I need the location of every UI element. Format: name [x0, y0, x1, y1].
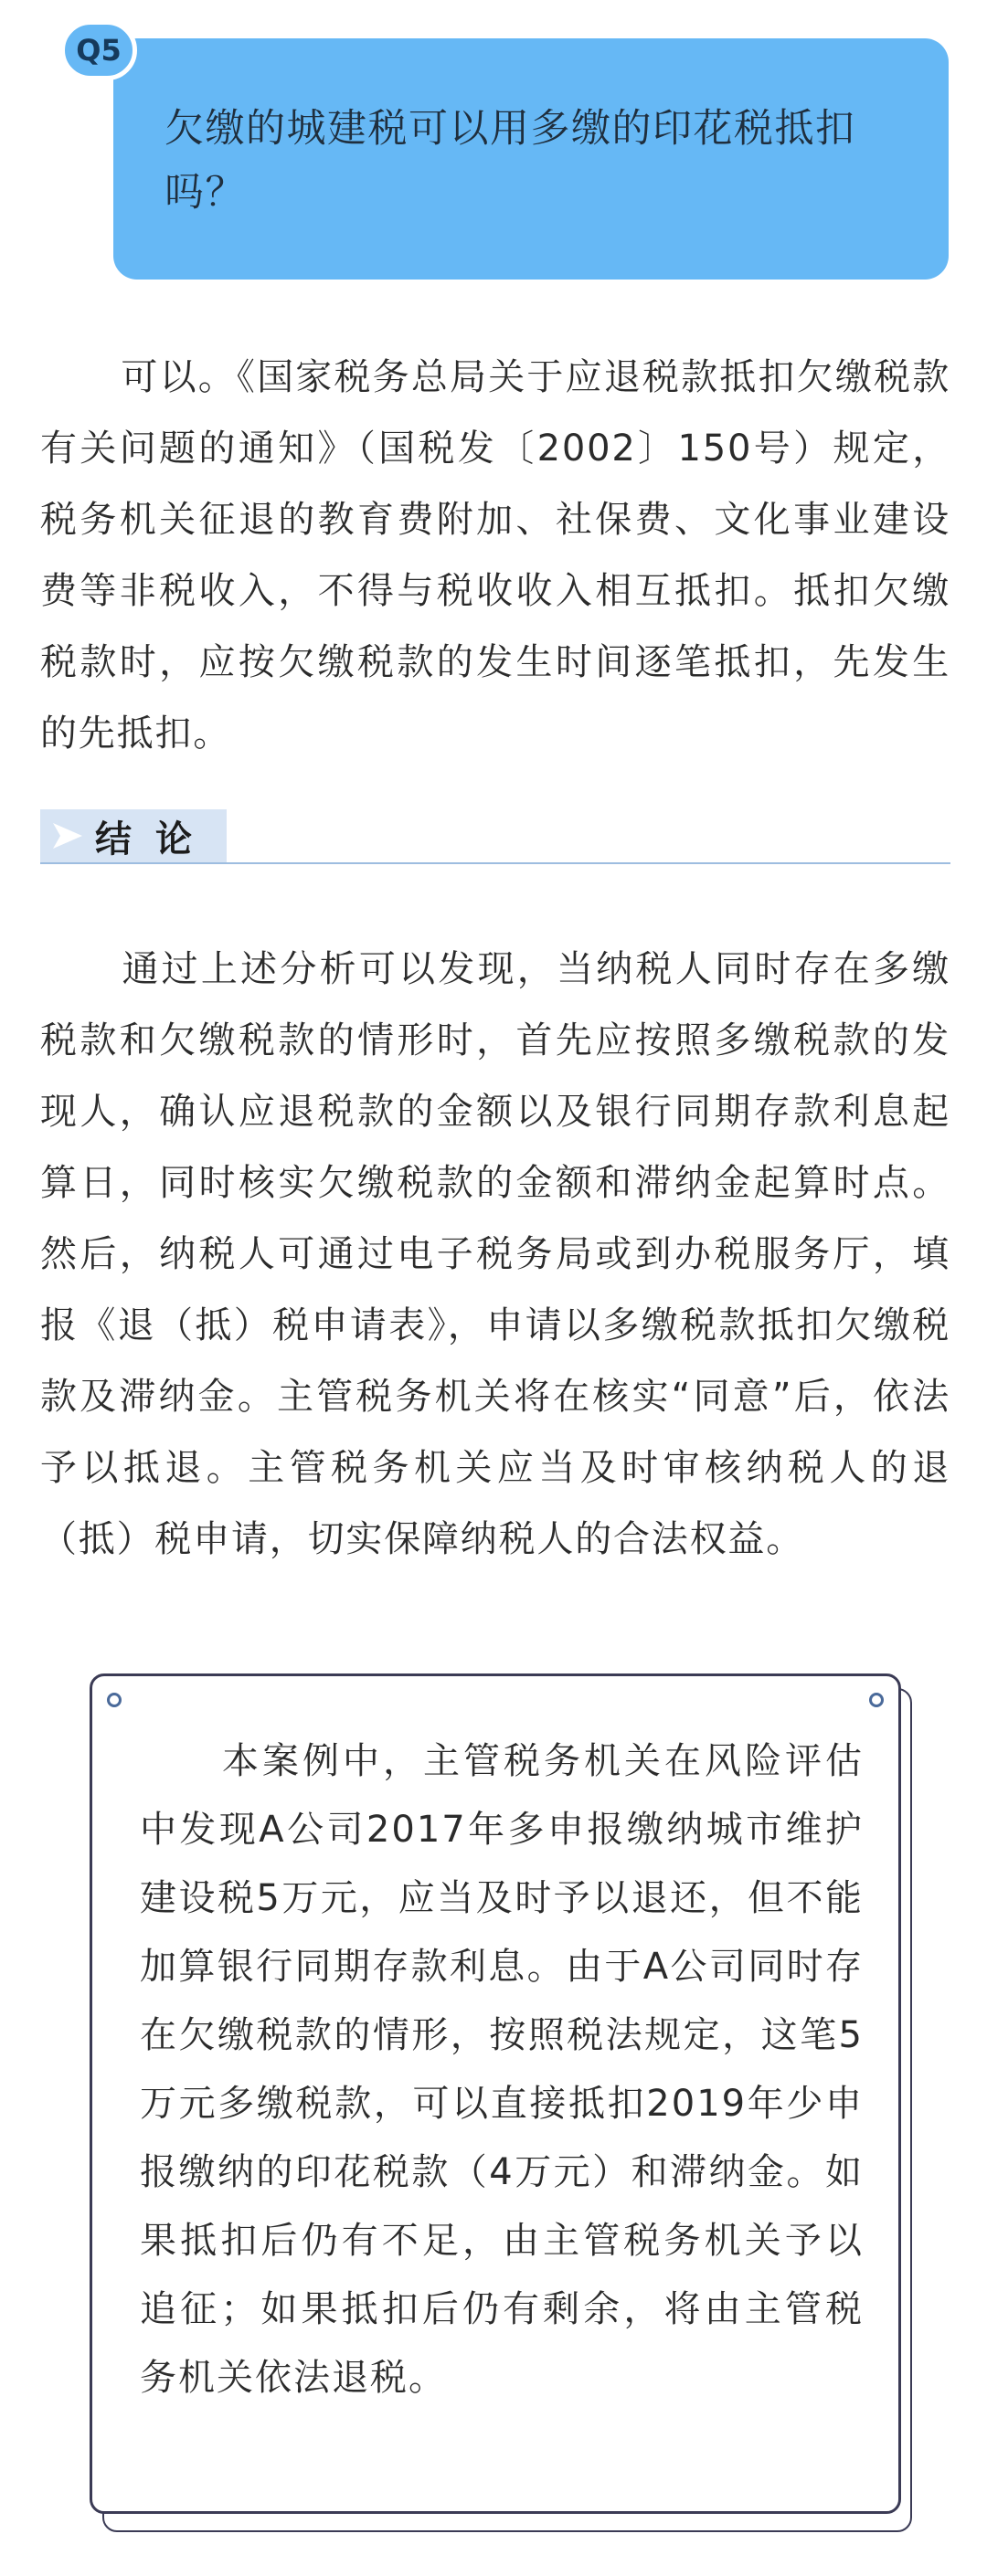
- section-divider: [40, 862, 950, 864]
- pin-dot-icon: [869, 1693, 884, 1707]
- arrow-right-icon: [49, 818, 86, 854]
- question-card: [113, 38, 949, 280]
- question-badge: Q5: [60, 20, 137, 80]
- conclusion-paragraph: 通过上述分析可以发现，当纳税人同时存在多缴税款和欠缴税款的情形时，首先应按照多缴税款的发现人，确认应退税款的金额以及银行同期存款利息起算日，同时核实欠缴税款的金额和滞纳金起算时点。然后，纳税人可通过电子税务局或到办税服务厅，填报《退（抵）税申请表》，申请以多缴税款抵扣欠缴税款及滞纳金。主管税务机关将在核实“同意”后，依法予以抵退。主管税务机关应当及时审核纳税人的退（抵）税申请，切实保障纳税人的合法权益。: [40, 948, 950, 1560]
- answer-paragraph: 可以。《国家税务总局关于应退税款抵扣欠缴税款有关问题的通知》（国税发〔2002〕150号）规定，税务机关征退的教育费附加、社保费、文化事业建设费等非税收入，不得与税收收入相互抵扣。抵扣欠缴税款时，应按欠缴税款的发生时间逐笔抵扣，先发生的先抵扣。: [40, 356, 950, 755]
- case-note-paragraph: 本案例中，主管税务机关在风险评估中发现A公司2017年多申报缴纳城市维护建设税5万元，应当及时予以退还，但不能加算银行同期存款利息。由于A公司同时存在欠缴税款的情形，按照税法规定，这笔5万元多缴税款，可以直接抵扣2019年少申报缴纳的印花税款（4万元）和滞纳金。如果抵扣后仍有不足，由主管税务机关予以追征；如果抵扣后仍有剩余，将由主管税务机关依法退税。: [140, 1740, 864, 2399]
- conclusion-heading: [40, 809, 950, 866]
- pin-dot-icon: [107, 1693, 122, 1707]
- case-note-box: [90, 1673, 901, 2514]
- question-text: 欠缴的城建税可以用多缴的印花税抵扣吗？: [164, 106, 856, 216]
- conclusion-title: 结论: [95, 818, 216, 860]
- conclusion-tab: [40, 809, 227, 862]
